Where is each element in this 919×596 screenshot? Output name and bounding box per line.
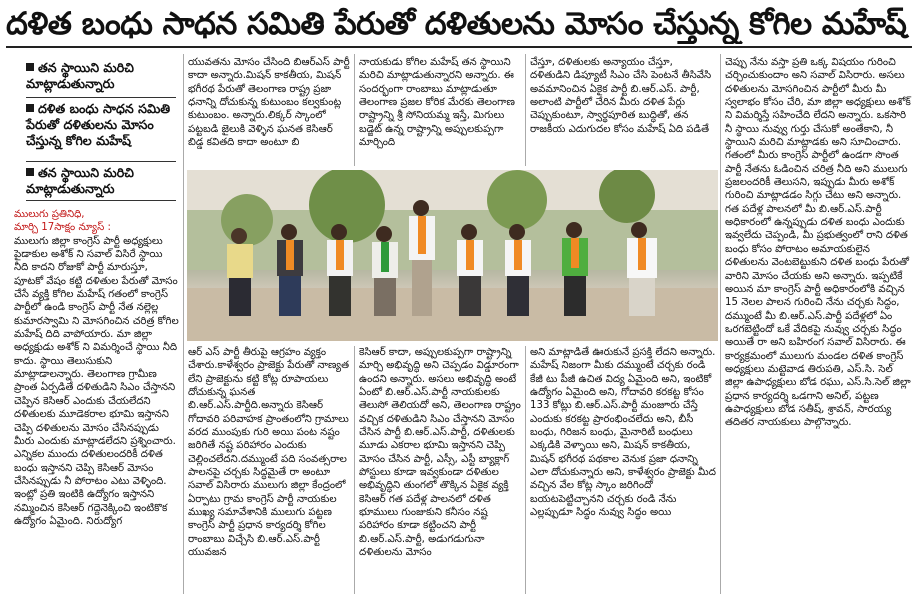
column-rule — [354, 346, 355, 594]
headline: దళిత బంధు సాధన సమితి పేరుతో దళితులను మోసం చేస్తున్న కోగిల మహేష్ — [6, 6, 907, 42]
column-4-top: చేస్తూ, దళితులకు అన్యాయం చేస్తూ, దళితుడిని డిప్యూటీ సిఎం చేసి పెంటనే తీసివేసి అవమానించిన ఏకైక పార్టీ బి.ఆర్.ఎస్. పార్టీ, అలాంటి పార్టీలో చేరిన మీరు దళిత పేర్లు చెప్పుకుంటూ, స్వార్థపూరిత బుద్ధితో, తన రాజకీయ ఎదుగుదల కోసం మహేష్ ఏది పడితే — [530, 57, 712, 135]
column-rule — [183, 54, 184, 594]
column-1 — [14, 208, 180, 592]
group-photo-illustration — [187, 170, 718, 341]
column-2-top: యువతను మోసం చేసింది బిఆర్ఎస్ పార్టీ కాదా అన్నారు.మిషన్ కాకతీయ, మిషన్ భగీరథ పేరుతో తెలంగాణ రాష్ట్ర ప్రజా ధనాన్ని దోచుకున్న కుటుంబం కల్వకుంట్ల కుటుంబం. అన్నారు.లిక్కర్ స్కాంలో పట్టబడి జైలుకి వెళ్ళిన ఘనత కెసిఆర్ బిడ్డ కవితది కాదా అంటూ బి — [188, 57, 350, 149]
bullet-icon — [26, 104, 34, 112]
highlight-2: దళిత బంధు సాధన సమితి పేరుతో దళితులను మోసం చేస్తున్న కోగిల మహేష్ — [26, 101, 171, 148]
highlight-1: తన స్థాయిని మరిచి మాట్లాడుతున్నారు — [26, 60, 134, 91]
highlight-divider — [26, 161, 176, 162]
dateline: ములుగు ప్రతినిధి, — [14, 209, 85, 220]
column-2-bottom: ఆర్ ఎస్ పార్టీ తీరుపై ఆగ్రహం వ్యక్తం చేశారు.కాళేశ్వరం ప్రాజెక్టు పేరుతో నాణ్యత లేని ప్రాజెక్టును కట్టి కోట్ల రూపాయలు దోచుకున్న ఘనత బి.ఆర్.ఎస్.పార్టీది.అన్నారు కెసిఆర్ గోదావరి పరివాహక ప్రాంతంలోని గ్రామాలు వరద ముంపుకు గురి అయి పంట నష్టం జరిగితే నష్ట పరిహారం ఎందుకు చెల్లించలేదని.దమ్ముంటే పది సంవత్సరాల పాలనపై చర్చకు సిద్ధమైతే రా అంటూ సవాల్ విసిరారు ములుగు జిల్లా కేంద్రంలో ఏర్పాటు గ్రామ కాంగ్రెస్ పార్టీ నాయకుల ముఖ్య సమావేశానికి ములుగు పట్టణ కాంగ్రెస్ పార్టీ ప్రధాన కార్యదర్శి కోగిల రాంబాబు విచ్చేసి బి.ఆర్.ఎస్.పార్టీ యువజన — [188, 347, 350, 559]
article-text-col1: ములుగు జిల్లా కాంగ్రెస్ పార్టీ అధ్యక్షులు పైడాకుల అశోక్ ని సవాల్ విసిరే స్థాయి నీది కాదని రోజుకో పార్టీ మారుస్తూ, పూటకో వేషం కట్టి దళితుల పేరుతో మోసం చేసే వ్యక్తి కోగిల మహేష్ గతంలో కాంగ్రెస్ పార్టీలో ఉండి కాంగ్రెస్ పార్టీ నేత నల్లెల్ల కుమారస్వామి ని మోసగించిన చరిత్ర కోగిల మహేష్ దిది వాపోయారు. మా జిల్లా అధ్యక్షుడు అశోక్ ని విమర్శించే స్థాయి నీది కాదు. స్థాయి తెలుసుకుని మాట్లాడాలన్నారు. తెలంగాణ గ్రామీణ ప్రాంత ఏర్పడితే దళితుడిని సిఎం చేస్తానని చెప్పిన కెసిఆర్ ఎందుకు చేయలేదని దళితులకు మూడెకరాల భూమి ఇస్తానని చెప్పి దళితులను మోసం చేసినప్పుడు మీరు ఎందుకు మాట్లాడలేదని ప్రశ్నించారు. ఎన్నికల ముందు దళితులందరికీ దళిత బంధు ఇస్తానని చెప్పి కెసిఆర్ మోసం చేసినప్పుడు నీ పోరాటం ఎటు వెళ్ళింది. ఇంట్లో ప్రతి ఇంటికి ఉద్యోగం ఇస్తానని నమ్మించిన కెసిఆర్ గద్దెనెక్కించి ఇంటికొక ఉద్యోగం ఏమైంది. నిరుద్యోగ — [14, 235, 179, 527]
highlight-divider — [26, 97, 176, 98]
highlight-divider — [26, 200, 176, 201]
column-5: చెప్పు నేను వస్తా ప్రతి ఒక్క విషయం గురించి చర్చించుకుందాం అని సవాల్ విసిరారు. అసలు దళితులను మోసగించిన పార్టీలో మీరు మీ స్వలాభం కోసం చేరి, మా జిల్లా అధ్యక్షులు అశోక్ ని విమర్శిస్తే సహించేది లేదని అన్నారు. ఒకసారి నీ స్థాయి నువ్వు గుర్తు చేసుకో అంతేకాని, నీ స్థాయిని మరిచి మాట్లాడకు అని సూచించారు. గతంలో మీరు కాంగ్రెస్ పార్టీలో ఉండగా సొంత పార్టీ నేతను ఓడించిన చరిత్ర నీది అని ములుగు ప్రజలందరికీ తెలుసని, ఇప్పుడు మీరు అశోక్ గురించి మాట్లాడడం సిగ్గు చేటు అని అన్నారు. గత పదేళ్ల పాలనలో మీ బి.ఆర్.ఎస్.పార్టీ అధికారంలో ఉన్నప్పుడు దళిత బంధు ఎందుకు ఇవ్వలేదు చెప్పండి, మీ ప్రభుత్వంలో రాని దళిత బంధు కోసం పోరాటం అమాయకులైన దళితులను వెంటబెట్టుకుని దళిత బంధు పేరుతో వారిని మోసం చేయకు అని అన్నారు. ఇప్పటికే అయిన మా కాంగ్రెస్ పార్టీ అధికారంలోకి వచ్చిన 15 నెలల పాలన గురించి నేను చర్చకు సిద్ధం, దమ్ముంటే మీ బి.ఆర్.ఎస్.పార్టీ పదేళ్లలో ఏం ఒరగబెట్టిందో ఒకే వేదికపై నువ్వు చర్చకు సిద్ధం అయితే రా అని బహిరంగ సవాల్ విసిరారు. ఈ కార్యక్రమంలో ములుగు మండల దళిత కాంగ్రెస్ అధ్యక్షులు మట్టెవాడ తిరుపతి, ఎస్.సి. సెల్ జిల్లా ఉపాధ్యక్షులు బోడ రఘు, ఎస్.సి.సెల్ జిల్లా ప్రధాన కార్యదర్శి ఒడగాని అనిల్, పట్టణ ఉపాధ్యక్షులు బోడ సతీష్, శ్రావన్, సారయ్య తదితర నాయకులు పాల్గొన్నారు. — [725, 57, 911, 429]
column-rule — [354, 54, 355, 166]
column-3-top: నాయకుడు కోగిల మహేష్ తన స్థాయిని మరిచి మాట్లాడుతున్నారని అన్నారు. ఈ సందర్భంగా రాంబాబు మాట్లాడుతూ తెలంగాణ ప్రజల కోరిక మేరకు తెలంగాణ రాష్ట్రాన్ని శ్రీ సోనియమ్మ ఇస్తే, మిగులు బడ్జెట్ ఉన్న రాష్ట్రాన్ని అప్పులకుప్పగా మార్చింది — [359, 57, 515, 149]
column-rule — [720, 54, 721, 594]
column-4-bottom: అని మాట్లాడితే ఊరుకునే ప్రసక్తి లేదని అన్నారు. మహేష్ నిజంగా మీకు దమ్ముంటే చర్చకు రండి కేజీ టు పీజీ ఉచిత విద్య ఏమైంది అని, ఇంటికో ఉద్యోగం ఏమైంది అని, గోదావరి కరకట్ట కోసం 133 కోట్లు బి.ఆర్.ఎస్.పార్టీ మంజూరు చేస్తే ఎందుకు కరకట్ట ప్రారంభించలేదు అని, బీసీ బంధు, గిరిజన బంధు, మైనారిటీ బంధులు ఎక్కడికి వెళ్ళాయి అని, మిషన్ కాకతీయ, మిషన్ భగీరథ పథకాల వెనుక ప్రజా ధనాన్ని ఎలా దోచుకున్నారు అని, కాళేశ్వరం ప్రాజెక్టు మీద వచ్చిన వేల కోట్ల స్కాం జరిగిందో బయటపెట్టిచ్చానని చర్చకు రండి నేను ఎల్లప్పుడూ సిద్ధం నువ్వు సిద్ధం అయి — [530, 347, 716, 519]
column-rule — [525, 346, 526, 594]
headline-rule — [6, 46, 912, 48]
dateline-date: మార్చి 17సాక్షం న్యూస్ : — [14, 222, 111, 234]
highlight-3: తన స్థాయిని మరిచి మాట్లాడుతున్నారు — [26, 165, 134, 196]
column-3-bottom: కెసిఆర్ కాదా, అప్పులకుప్పగా రాష్ట్రాన్ని మార్చి అభివృద్ధి అని చెప్పడం విడ్డూరంగా ఉందని అన్నారు. అసలు అభివృద్ధి అంటే ఏంటో బి.ఆర్.ఎస్.పార్టీ నాయకులకు తెలుసో తెలియదో అని, తెలంగాణ రాష్ట్రం వచ్చిక దళితుడిని సిఎం చేస్తానని మోసం చేసిన పార్టీ బి.ఆర్.ఎస్.పార్టీ, దళితులకు మూడు ఎకరాల భూమి ఇస్తానని చెప్పి మోసం చేసిన పార్టీ, ఎస్సీ, ఎస్టీ బ్యాక్లాగ్ పోస్టులు కూడా ఇవ్వకుండా దళితుల అభివృద్ధిని తుంగలో తొక్కిన ఏకైక వ్యక్తి కెసిఆర్ గత పదేళ్ల పాలనలో దళిత భూములు గుంజుకుని కనీసం నష్ట పరిహారం కూడా కట్టించని పార్టీ బి.ఆర్.ఎస్.పార్టీ, అడుగడుగునా దళితులను మోసం — [359, 347, 521, 559]
news-photo — [187, 170, 718, 341]
bullet-icon — [26, 63, 34, 71]
column-rule — [525, 54, 526, 166]
bullet-icon — [26, 168, 34, 176]
